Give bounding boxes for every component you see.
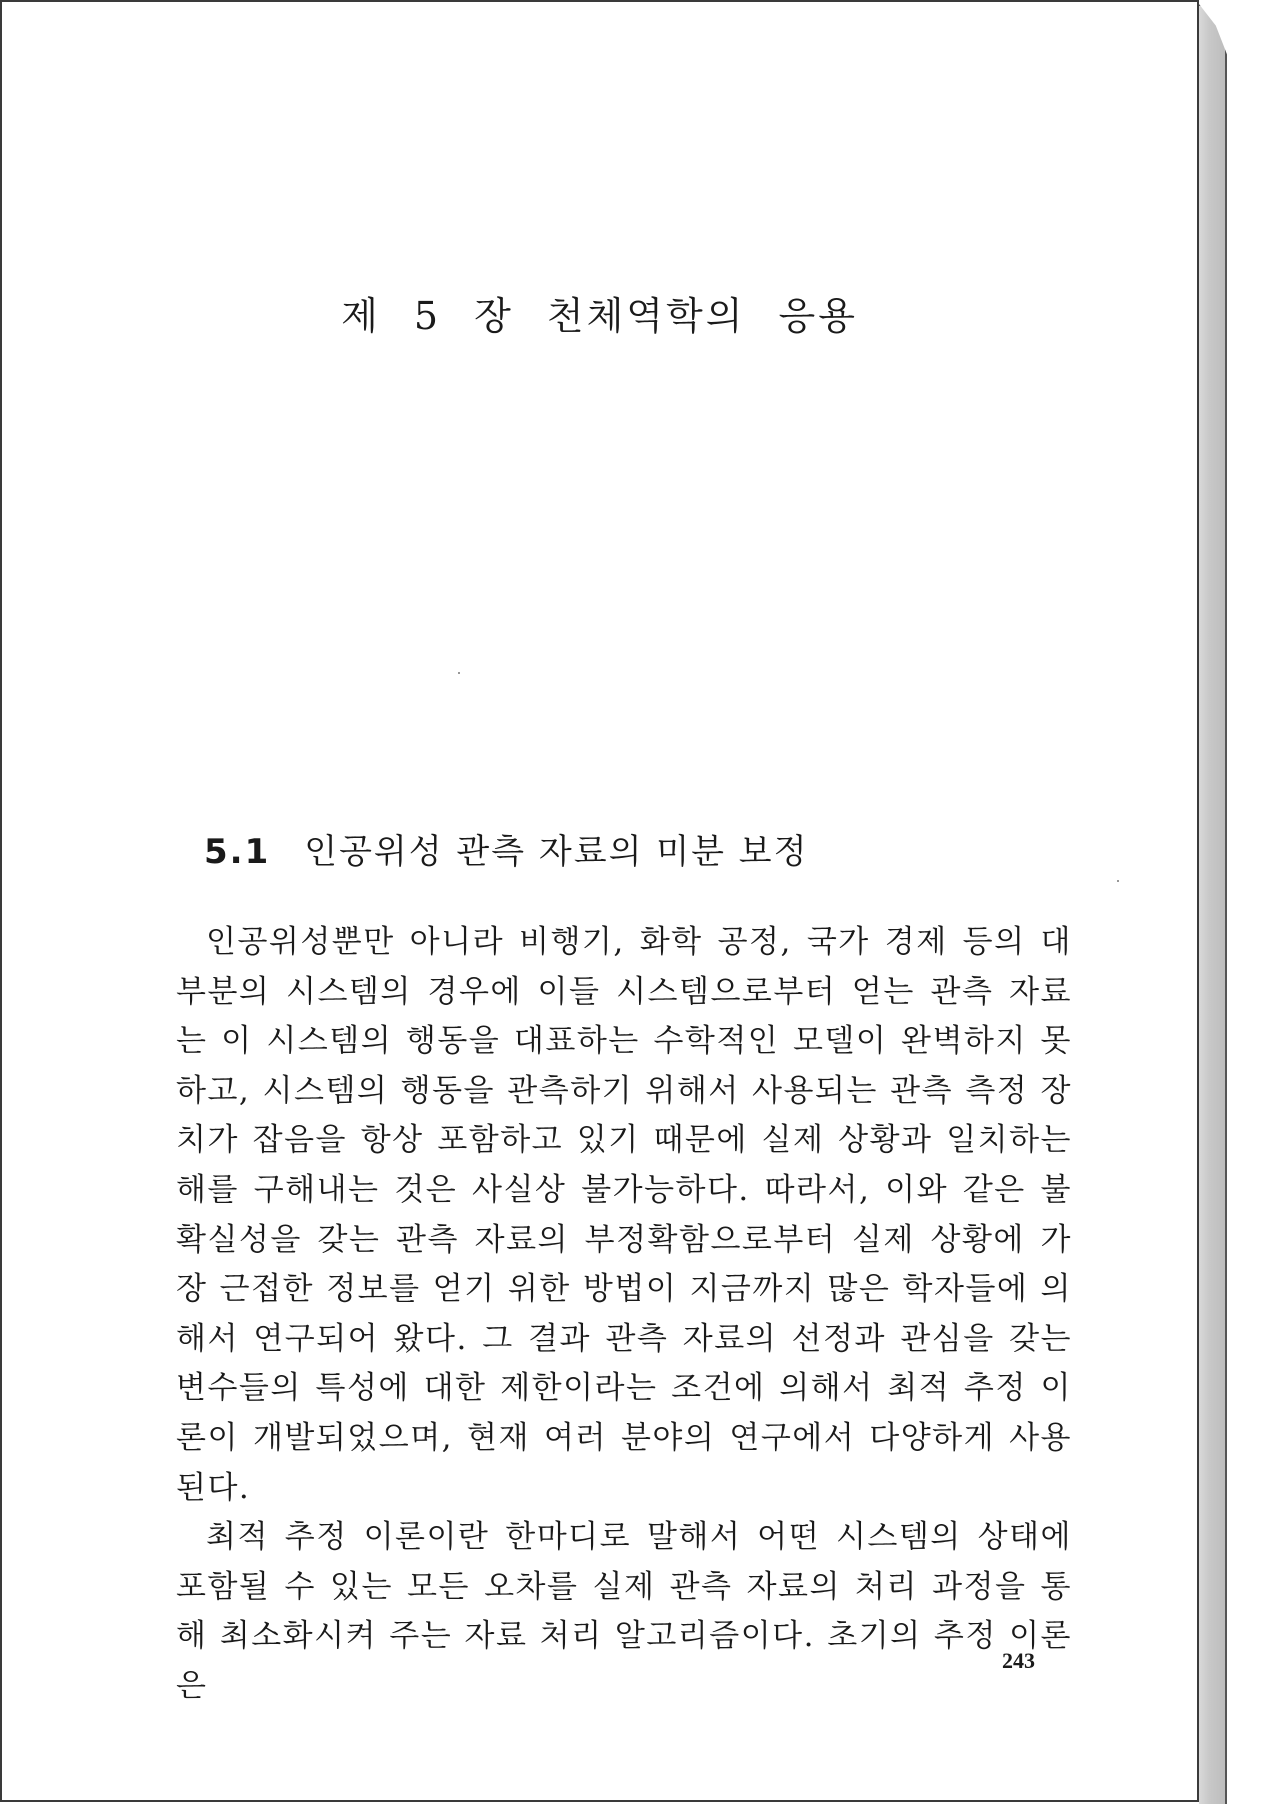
scan-speck bbox=[1117, 880, 1119, 882]
paragraph-2: 최적 추정 이론이란 한마디로 말해서 어떤 시스템의 상태에 포함될 수 있는 모든 오차를 실제 관측 자료의 처리 과정을 통해 최소화시켜 주는 자료 처리 알고리즘이다. 초기의 추정 이론은 bbox=[176, 1519, 1072, 1704]
chapter-title: 제 5 장 천체역학의 응용 bbox=[341, 294, 858, 338]
paragraph-1: 인공위성뿐만 아니라 비행기, 화학 공정, 국가 경제 등의 대부분의 시스템의 경우에 이들 시스템으로부터 얻는 관측 자료는 이 시스템의 행동을 대표하는 수학적인 모델이 완벽하지 못하고, 시스템의 행동을 관측하기 위해서 사용되는 관측 측정 장치가 잡음을 항상 포함하고 있기 때문에 실제 상황과 일치하는 해를 구해내는 것은 사실상 불가능하다. 따라서, 이와 같은 불확실성을 갖는 관측 자료의 부정확함으로부터 실제 상황에 가장 근접한 정보를 얻기 위한 방법이 지금까지 많은 학자들에 의해서 연구되어 왔다. 그 결과 관측 자료의 선정과 관심을 갖는 변수들의 특성에 대한 제한이라는 조건에 의해서 최적 추정 이론이 개발되었으며, 현재 여러 분야의 연구에서 다양하게 사용된다. bbox=[176, 924, 1072, 1506]
section-title: 인공위성 관측 자료의 미분 보정 bbox=[304, 832, 809, 872]
page-number: 243 bbox=[1002, 1648, 1035, 1673]
section-heading bbox=[204, 824, 808, 873]
body-text bbox=[176, 918, 1072, 1712]
page-edge-thickness bbox=[1199, 4, 1227, 1804]
section-number: 5.1 bbox=[204, 832, 271, 872]
scan-speck bbox=[458, 672, 460, 674]
